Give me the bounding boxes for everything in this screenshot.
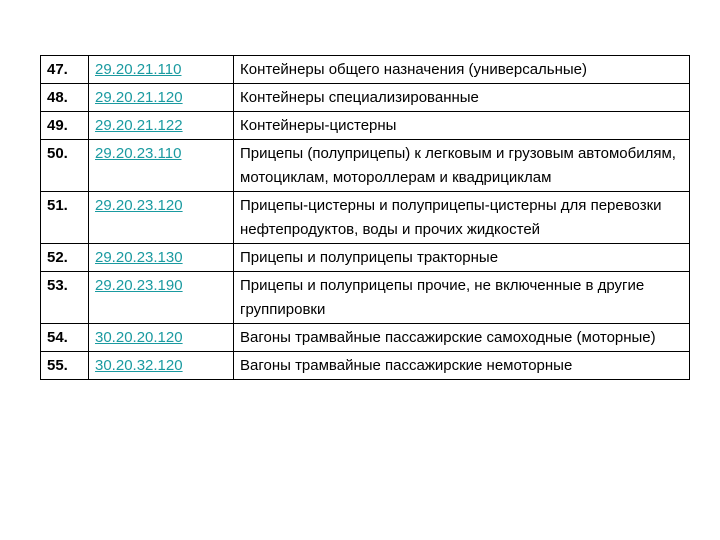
code-link[interactable]: 29.20.23.190: [95, 277, 183, 294]
row-number: 53.: [41, 272, 89, 324]
row-description: Контейнеры специализированные: [234, 84, 690, 112]
row-number: 49.: [41, 112, 89, 140]
code-link[interactable]: 29.20.21.110: [95, 61, 182, 78]
code-link[interactable]: 29.20.21.122: [95, 117, 183, 134]
row-number: 54.: [41, 324, 89, 352]
table-row: [41, 244, 690, 272]
row-number: 50.: [41, 140, 89, 192]
code-link[interactable]: 29.20.23.130: [95, 249, 183, 266]
row-description: Прицепы (полуприцепы) к легковым и грузовым автомобилям, мотоциклам, мотороллерам и квадрициклам: [234, 140, 690, 192]
row-number: 51.: [41, 192, 89, 244]
table-row: [41, 192, 690, 244]
table-row: [41, 56, 690, 84]
table-row: [41, 272, 690, 324]
code-link[interactable]: 29.20.23.120: [95, 197, 183, 214]
code-link[interactable]: 29.20.23.110: [95, 145, 182, 162]
okpd-codes-table: [40, 55, 690, 380]
code-link[interactable]: 29.20.21.120: [95, 89, 183, 106]
table-row: [41, 352, 690, 380]
table-row: [41, 140, 690, 192]
table-row: [41, 84, 690, 112]
row-number: 55.: [41, 352, 89, 380]
code-link[interactable]: 30.20.20.120: [95, 329, 183, 346]
table-row: [41, 324, 690, 352]
row-description: Вагоны трамвайные пассажирские самоходные (моторные): [234, 324, 690, 352]
row-description: Вагоны трамвайные пассажирские немоторные: [234, 352, 690, 380]
row-description: Контейнеры-цистерны: [234, 112, 690, 140]
row-description: Прицепы и полуприцепы тракторные: [234, 244, 690, 272]
row-description: Прицепы и полуприцепы прочие, не включенные в другие группировки: [234, 272, 690, 324]
row-number: 48.: [41, 84, 89, 112]
row-number: 47.: [41, 56, 89, 84]
row-description: Прицепы-цистерны и полуприцепы-цистерны для перевозки нефтепродуктов, воды и прочих жидкостей: [234, 192, 690, 244]
table-row: [41, 112, 690, 140]
row-description: Контейнеры общего назначения (универсальные): [234, 56, 690, 84]
code-link[interactable]: 30.20.32.120: [95, 357, 183, 374]
row-number: 52.: [41, 244, 89, 272]
